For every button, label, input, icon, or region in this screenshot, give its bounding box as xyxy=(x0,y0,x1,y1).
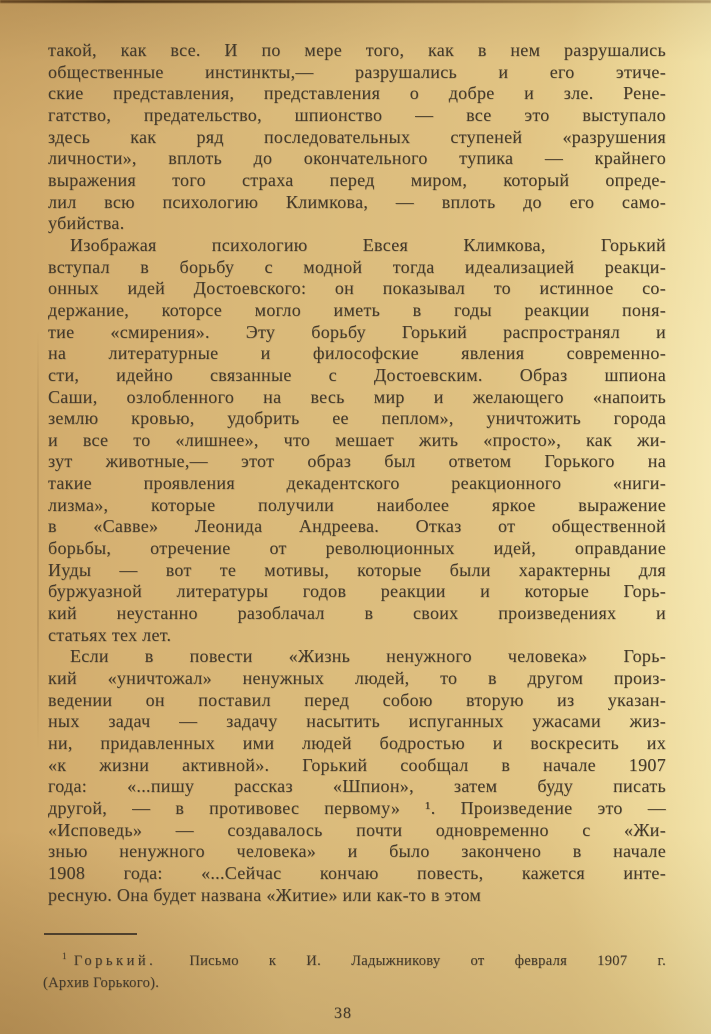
footnote-line-1 xyxy=(48,946,666,972)
text-line: ни, придавленных ими людей бодростью и воскресить их xyxy=(48,733,666,753)
paper-crease xyxy=(37,330,39,750)
text-line: ведении он поставил перед собою вторую из указан- xyxy=(48,689,666,710)
text-line: борьбы, отречение от революционных идей, оправдание xyxy=(48,538,666,559)
text-line: «к жизни активной». Горький сообщал в начале 1907 xyxy=(48,754,666,775)
text-line: лил всю психологию Климкова, — вплоть до его само- xyxy=(48,191,666,212)
footnote-text: Письмо к И. Ладыжникову от февраля 1907 г. xyxy=(189,953,666,970)
text-line: личности», вплоть до окончательного тупика — крайнего xyxy=(48,148,666,169)
text-line: здесь как ряд последовательных ступеней «разрушения xyxy=(48,126,666,147)
text-line: такой, как все. И по мере того, как в нем разрушались xyxy=(48,40,666,60)
body-paragraphs xyxy=(48,40,666,906)
text-line: Если в повести «Жизнь ненужного человека» Горь- xyxy=(70,646,666,667)
text-line: кий неустанно разоблачал в своих произведениях и xyxy=(48,603,666,624)
text-line: Изображая психологию Евсея Климкова, Горький xyxy=(70,234,666,255)
text-line: статьях тех лет. xyxy=(48,624,172,645)
text-line: кий «уничтожал» ненужных людей, то в другом произ- xyxy=(48,668,666,689)
paragraph xyxy=(48,235,666,646)
text-line: зут животные,— этот образ был ответом Горького на xyxy=(48,451,666,472)
text-line: убийства. xyxy=(48,213,125,234)
text-line: ных задач — задачу насытить испуганных ужасами жиз- xyxy=(48,711,666,732)
text-line: онных идей Достоевского: он показывал то истинное со- xyxy=(48,278,666,299)
text-line: гатство, предательство, шпионство — все это выступало xyxy=(48,104,666,125)
text-line: ские представления, представления о добре и зле. Рене- xyxy=(48,83,666,104)
text-line: и все то «лишнее», что мешает жить «просто», как жи- xyxy=(48,429,666,450)
text-line: сти, идейно связанные с Достоевским. Образ шпиона xyxy=(48,364,666,385)
text-line: лизма», которые получили наиболее яркое выражение xyxy=(48,494,666,515)
text-line: вступал в борьбу с модной тогда идеализацией реакци- xyxy=(48,256,666,277)
footnote-line-2: (Архив Горького). xyxy=(43,974,160,991)
text-line: тие «смирения». Эту борьбу Горький распространял и xyxy=(48,321,666,342)
text-line: знью ненужного человека» и было закончено в начале xyxy=(48,841,666,862)
text-line: землю кровью, удобрить ее пеплом», уничтожить города xyxy=(48,408,666,429)
paragraph xyxy=(48,646,666,906)
page-text-block xyxy=(43,40,666,1025)
text-line: на литературные и философские явления современно- xyxy=(48,343,666,364)
text-line: ресную. Она будет названа «Житие» или как-то в этом xyxy=(48,884,482,905)
text-line: другой, — в противовес первому» ¹. Произведение это — xyxy=(48,797,666,818)
text-line: такие проявления декадентского реакционного «ниги- xyxy=(48,473,666,494)
text-line: буржуазной литературы годов реакции и которые Горь- xyxy=(48,581,666,602)
footnote-rule xyxy=(44,933,137,935)
page-top-edge-shadow xyxy=(0,0,711,3)
footnote-marker: 1 xyxy=(62,951,67,962)
text-line: общественные инстинкты,— разрушались и его этиче- xyxy=(48,61,666,82)
text-line: «Исповедь» — создавалось почти одновременно с «Жи- xyxy=(48,819,666,840)
text-line: в «Савве» Леонида Андреева. Отказ от общественной xyxy=(48,516,666,537)
page-number: 38 xyxy=(334,1005,352,1023)
paragraph xyxy=(48,40,666,235)
text-line: выражения того страха перед миром, который опреде- xyxy=(48,169,666,190)
text-line: 1908 года: «...Сейчас кончаю повесть, кажется инте- xyxy=(48,862,666,883)
text-line: года: «...пишу рассказ «Шпион», затем буду писать xyxy=(48,776,666,797)
text-line: Саши, озлобленного на весь мир и желающего «напоить xyxy=(48,386,666,407)
text-line: держание, которсе могло иметь в годы реакции поня- xyxy=(48,299,666,320)
text-line: Иуды — вот те мотивы, которые были характерны для xyxy=(48,559,666,580)
footnote xyxy=(43,946,666,994)
footnote-author: Горький. xyxy=(73,953,157,970)
